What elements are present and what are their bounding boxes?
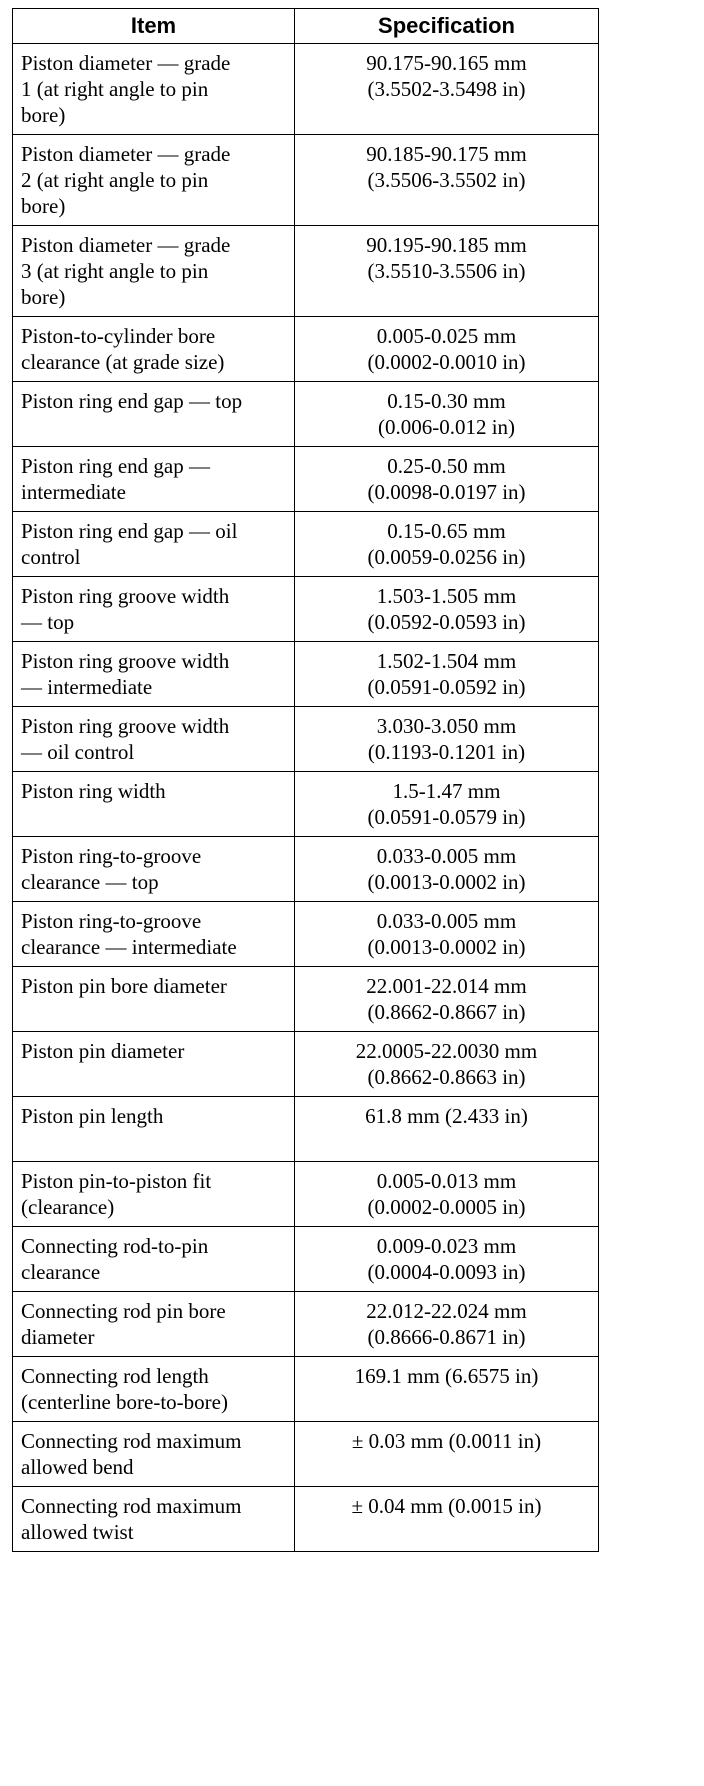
item-cell (13, 1357, 295, 1422)
specification-text-line: 0.009-0.023 mm (376, 1234, 517, 1258)
specification-text-line: (0.0592-0.0593 in) (367, 610, 526, 634)
table-row (13, 44, 599, 135)
specification-text-line: (0.0591-0.0579 in) (367, 805, 526, 829)
table-row (13, 837, 599, 902)
item-cell (13, 1097, 295, 1162)
item-cell (13, 1227, 295, 1292)
specification-cell (295, 1032, 599, 1097)
table-row (13, 512, 599, 577)
specification-cell (295, 226, 599, 317)
specification-text-line: 22.012-22.024 mm (366, 1299, 527, 1323)
table-row (13, 317, 599, 382)
item-text-line: Piston-to-cylinder bore (21, 324, 216, 348)
specification-text-line: (0.0013-0.0002 in) (367, 870, 526, 894)
item-text-line: 3 (at right angle to pin (21, 259, 209, 283)
item-text-line: allowed bend (21, 1455, 134, 1479)
item-cell (13, 1292, 295, 1357)
specification-text-line: 1.503-1.505 mm (376, 584, 517, 608)
item-cell (13, 317, 295, 382)
table-row (13, 1292, 599, 1357)
specification-text-line: 0.033-0.005 mm (376, 844, 517, 868)
item-text-line: Connecting rod-to-pin (21, 1234, 209, 1258)
specification-text-line: 22.0005-22.0030 mm (355, 1039, 538, 1063)
item-text-line: (clearance) (21, 1195, 115, 1219)
specification-cell (295, 1162, 599, 1227)
specification-text-line: 3.030-3.050 mm (376, 714, 517, 738)
specification-cell (295, 1357, 599, 1422)
specification-text-line: ± 0.03 mm (0.0011 in) (351, 1429, 542, 1453)
item-text-line: Piston diameter — grade (21, 233, 231, 257)
header-specification: Specification (295, 9, 599, 44)
item-cell (13, 135, 295, 226)
specification-cell (295, 1487, 599, 1552)
specification-text-line: 0.15-0.30 mm (387, 389, 506, 413)
table-row (13, 1227, 599, 1292)
item-cell (13, 1487, 295, 1552)
table-row (13, 1422, 599, 1487)
specification-text-line: 169.1 mm (6.6575 in) (354, 1364, 539, 1388)
item-text-line: Piston ring end gap — oil (21, 519, 238, 543)
specification-text-line: (0.0013-0.0002 in) (367, 935, 526, 959)
specification-text-line: (0.8662-0.8663 in) (367, 1065, 526, 1089)
item-text-line: allowed twist (21, 1520, 134, 1544)
specification-cell (295, 967, 599, 1032)
item-cell (13, 226, 295, 317)
specification-cell (295, 837, 599, 902)
specification-text-line: (0.006-0.012 in) (377, 415, 516, 439)
specification-text-line: (0.1193-0.1201 in) (367, 740, 526, 764)
specification-text-line: 1.502-1.504 mm (376, 649, 517, 673)
item-cell (13, 1162, 295, 1227)
specification-cell (295, 382, 599, 447)
item-cell (13, 1032, 295, 1097)
specification-text-line: 0.25-0.50 mm (387, 454, 506, 478)
specification-cell (295, 1422, 599, 1487)
table-row (13, 1162, 599, 1227)
item-text-line: — top (21, 610, 75, 634)
specification-text-line: (3.5506-3.5502 in) (367, 168, 526, 192)
specification-cell (295, 577, 599, 642)
specification-cell (295, 1227, 599, 1292)
specification-cell (295, 135, 599, 226)
specification-text-line: (3.5510-3.5506 in) (367, 259, 526, 283)
item-text-line: Connecting rod maximum (21, 1494, 242, 1518)
item-text-line: 1 (at right angle to pin (21, 77, 209, 101)
item-text-line: Piston pin-to-piston fit (21, 1169, 212, 1193)
item-text-line: diameter (21, 1325, 95, 1349)
specification-cell (295, 1097, 599, 1162)
item-cell (13, 772, 295, 837)
specification-text-line: (0.0002-0.0010 in) (367, 350, 526, 374)
item-cell (13, 382, 295, 447)
item-text-line: Piston diameter — grade (21, 142, 231, 166)
item-text-line: Piston ring groove width (21, 584, 230, 608)
specification-text-line: (0.0591-0.0592 in) (367, 675, 526, 699)
item-text-line: Piston ring-to-groove (21, 844, 202, 868)
item-text-line: bore) (21, 194, 66, 218)
table-row (13, 1097, 599, 1162)
item-cell (13, 44, 295, 135)
specification-text-line: 1.5-1.47 mm (392, 779, 501, 803)
header-item: Item (13, 9, 295, 44)
table-row (13, 1487, 599, 1552)
item-text-line: Piston ring groove width (21, 649, 230, 673)
item-text-line: Piston pin bore diameter (21, 974, 227, 998)
item-text-line: — intermediate (21, 675, 153, 699)
item-text-line: Piston ring width (21, 779, 166, 803)
specification-text-line: (0.0059-0.0256 in) (367, 545, 526, 569)
item-text-line: clearance (at grade size) (21, 350, 225, 374)
table-row (13, 135, 599, 226)
item-text-line: Piston ring-to-groove (21, 909, 202, 933)
table-row (13, 642, 599, 707)
specification-text-line: 0.005-0.025 mm (376, 324, 517, 348)
table-row (13, 382, 599, 447)
specification-cell (295, 512, 599, 577)
specification-text-line: 90.185-90.175 mm (366, 142, 527, 166)
item-cell (13, 642, 295, 707)
specification-cell (295, 707, 599, 772)
specification-text-line: 61.8 mm (2.433 in) (365, 1104, 528, 1128)
item-cell (13, 707, 295, 772)
item-text-line: Piston ring end gap — (21, 454, 210, 478)
item-text-line: 2 (at right angle to pin (21, 168, 209, 192)
item-text-line: — oil control (21, 740, 135, 764)
item-text-line: (centerline bore-to-bore) (21, 1390, 228, 1414)
specification-text-line: 22.001-22.014 mm (366, 974, 527, 998)
specification-table (12, 8, 599, 1552)
specification-text-line: (0.0098-0.0197 in) (367, 480, 526, 504)
item-text-line: Piston ring end gap — top (21, 389, 243, 413)
item-cell (13, 447, 295, 512)
item-text-line: Connecting rod pin bore (21, 1299, 226, 1323)
item-cell (13, 577, 295, 642)
item-text-line: intermediate (21, 480, 126, 504)
table-row (13, 1032, 599, 1097)
specification-cell (295, 772, 599, 837)
item-text-line: clearance (21, 1260, 101, 1284)
item-text-line: clearance — top (21, 870, 159, 894)
item-text-line: Piston pin diameter (21, 1039, 185, 1063)
specification-text-line: 90.195-90.185 mm (366, 233, 527, 257)
specification-cell (295, 902, 599, 967)
item-cell (13, 512, 295, 577)
table-row (13, 577, 599, 642)
specification-cell (295, 447, 599, 512)
specification-text-line: (0.8662-0.8667 in) (367, 1000, 526, 1024)
table-row (13, 902, 599, 967)
table-row (13, 707, 599, 772)
specification-text-line: 0.15-0.65 mm (387, 519, 506, 543)
specification-cell (295, 44, 599, 135)
table-row (13, 772, 599, 837)
item-text-line: Connecting rod length (21, 1364, 209, 1388)
specification-text-line: (0.8666-0.8671 in) (367, 1325, 526, 1349)
item-cell (13, 837, 295, 902)
item-text-line: Piston pin length (21, 1104, 164, 1128)
specification-text-line: (3.5502-3.5498 in) (367, 77, 526, 101)
header-row (13, 9, 599, 44)
item-text-line: bore) (21, 103, 66, 127)
item-text-line: control (21, 545, 81, 569)
specification-text-line: (0.0004-0.0093 in) (367, 1260, 526, 1284)
specification-cell (295, 317, 599, 382)
table-row (13, 447, 599, 512)
item-text-line: Piston ring groove width (21, 714, 230, 738)
specification-text-line: ± 0.04 mm (0.0015 in) (351, 1494, 542, 1518)
item-cell (13, 1422, 295, 1487)
specification-text-line: 0.005-0.013 mm (376, 1169, 517, 1193)
item-cell (13, 902, 295, 967)
specification-text-line: 0.033-0.005 mm (376, 909, 517, 933)
item-text-line: Piston diameter — grade (21, 51, 231, 75)
item-text-line: Connecting rod maximum (21, 1429, 242, 1453)
specification-cell (295, 642, 599, 707)
item-cell (13, 967, 295, 1032)
table-body (13, 44, 599, 1552)
item-text-line: clearance — intermediate (21, 935, 237, 959)
specification-cell (295, 1292, 599, 1357)
table-row (13, 1357, 599, 1422)
table-row (13, 967, 599, 1032)
specification-text-line: 90.175-90.165 mm (366, 51, 527, 75)
item-text-line: bore) (21, 285, 66, 309)
table-row (13, 226, 599, 317)
specification-text-line: (0.0002-0.0005 in) (367, 1195, 526, 1219)
